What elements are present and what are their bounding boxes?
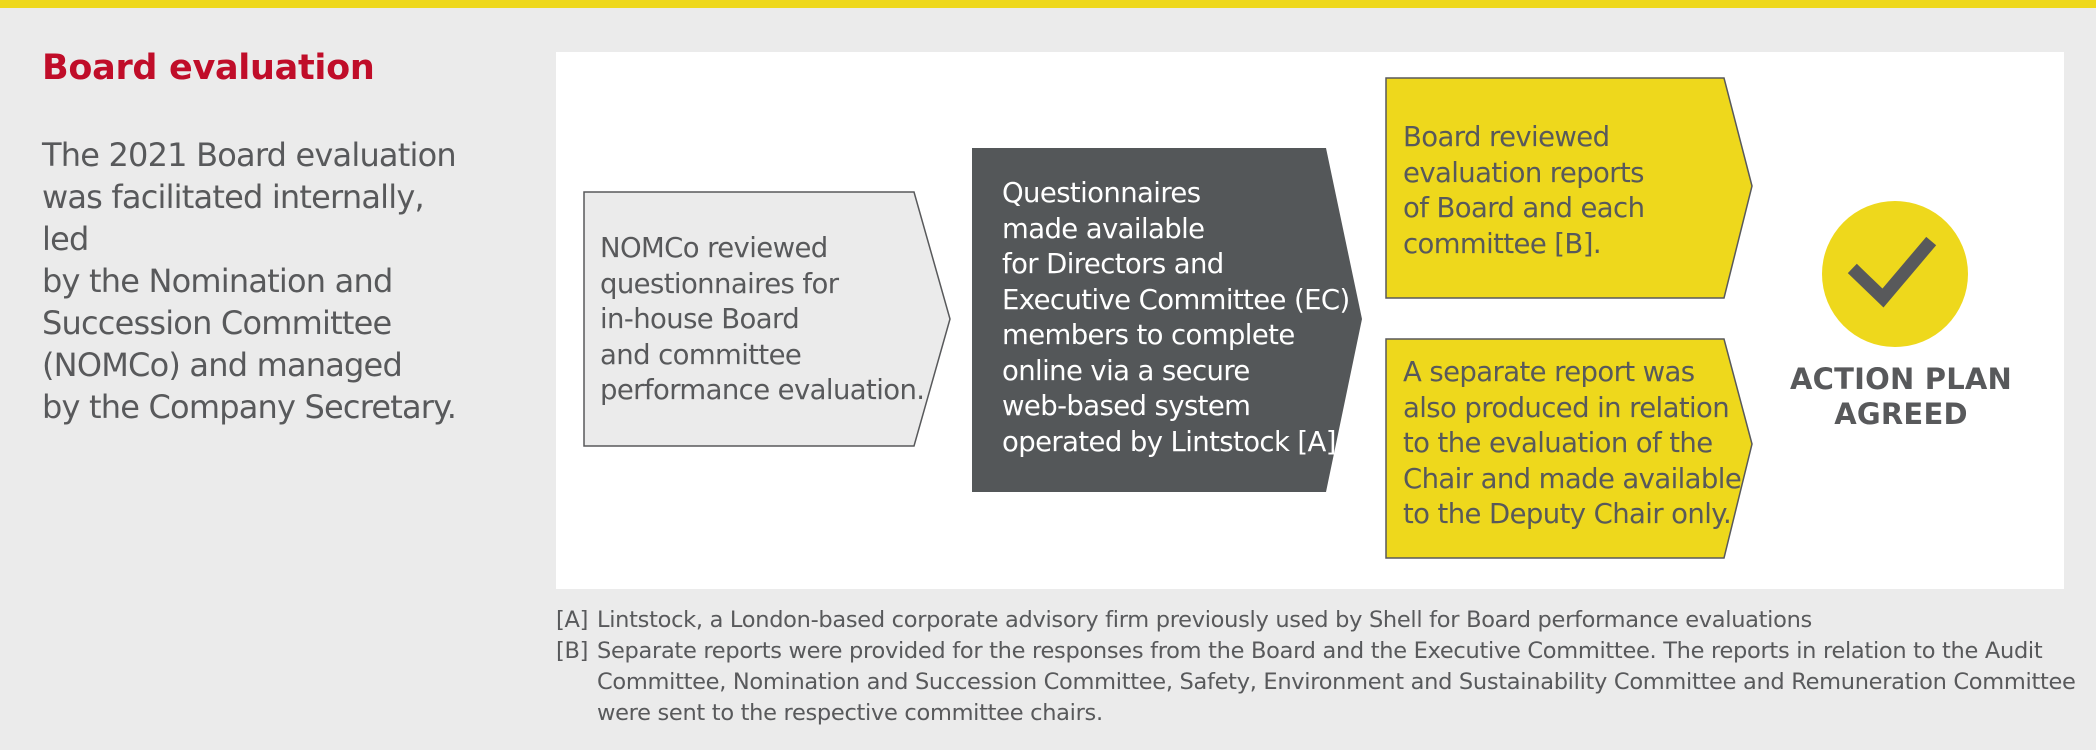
step2-text: Questionnaires made available for Directors and Executive Committee (EC) members to complete online via a secure web-based system operated by Lintstock [A]. xyxy=(1002,177,1350,458)
footnote-b xyxy=(556,636,2076,729)
footnotes xyxy=(556,605,2076,729)
footnote-tag: [A] xyxy=(556,607,589,633)
section-title: Board evaluation xyxy=(42,48,375,88)
footnote-text: Lintstock, a London-based corporate advisory firm previously used by Shell for Board performance evaluations xyxy=(597,607,1812,633)
step3a-text: Board reviewed evaluation reports of Board and each committee [B]. xyxy=(1403,121,1645,260)
process-diagram xyxy=(556,52,2064,589)
action-plan-label: ACTION PLAN AGREED xyxy=(1790,362,2012,431)
footnote-tag: [B] xyxy=(556,638,589,664)
step1-text: NOMCo reviewed questionnaires for in-house Board and committee performance evaluation. xyxy=(600,232,925,406)
footnote-a xyxy=(556,605,2076,636)
footnote-text: Separate reports were provided for the responses from the Board and the Executive Committee. The reports in relation to the Audit Committee, Nomination and Succession Committee, Safety, Environment and Sustainability Committee and Remuneration Committee were sent to the respective committee chairs. xyxy=(597,638,2076,726)
intro-paragraph: The 2021 Board evaluation was facilitated internally, led by the Nomination and Succession Committee (NOMCo) and managed by the Company Secretary. xyxy=(42,136,457,426)
top-accent-bar xyxy=(0,0,2096,8)
step3b-text: A separate report was also produced in relation to the evaluation of the Chair and made available to the Deputy Chair only. xyxy=(1403,356,1742,530)
